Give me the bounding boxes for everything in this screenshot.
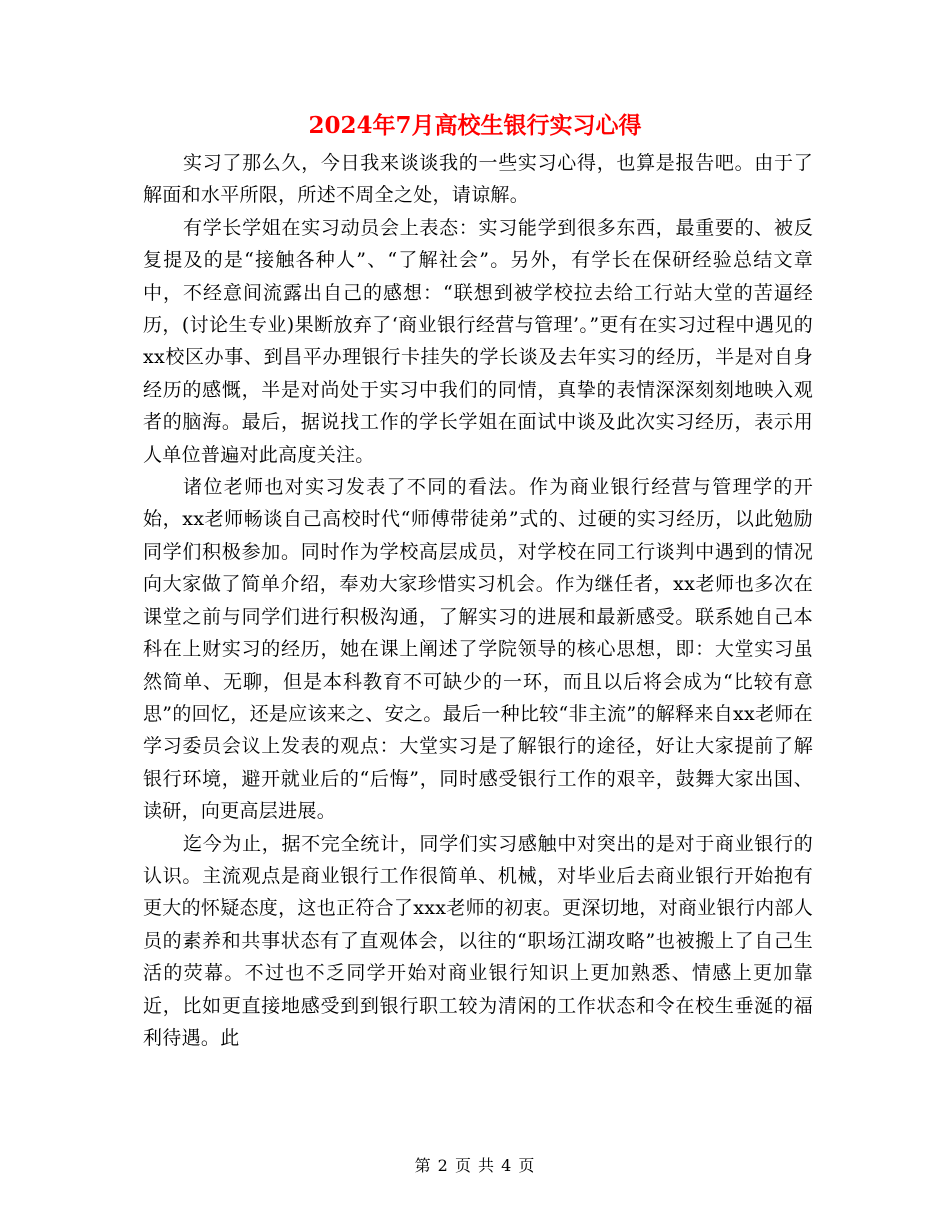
paragraph-2: 有学长学姐在实习动员会上表态：实习能学到很多东西，最重要的、被反复提及的是“接触各种人”、“了解社会”。另外，有学长在保研经验总结文章中，不经意间流露出自己的感想：“联想到被学校拉去给工行站大堂的苦逼经历，(讨论生专业)果断放弃了‘商业银行经营与管理’。”更有在实习过程中遇见的xx校区办事、到昌平办理银行卡挂失的学长谈及去年实习的经历，半是对自身经历的感慨，半是对尚处于实习中我们的同情，真挚的表情深深刻刻地映入观者的脑海。最后，据说找工作的学长学姐在面试中谈及此次实习经历，表示用人单位普遍对此高度关注。 (143, 216, 813, 466)
paragraph-4: 迄今为止，据不完全统计，同学们实习感触中对突出的是对于商业银行的认识。主流观点是商业银行工作很简单、机械，对毕业后去商业银行开始抱有更大的怀疑态度，这也正符合了xxx老师的初衷。更深切地，对商业银行内部人员的素养和共事状态有了直观体会，以往的“职场江湖攻略”也被搬上了自己生活的荧幕。不过也不乏同学开始对商业银行知识上更加熟悉、情感上更加靠近，比如更直接地感受到到银行职工较为清闲的工作状态和令在校生垂涎的福利待遇。此 (143, 832, 813, 1049)
paragraph-1: 实习了那么久，今日我来谈谈我的一些实习心得，也算是报告吧。由于了解面和水平所限，所述不周全之处，请谅解。 (143, 152, 813, 207)
document-title: 2024年7月高校生银行实习心得 (308, 112, 642, 139)
paragraph-3: 诸位老师也对实习发表了不同的看法。作为商业银行经营与管理学的开始，xx老师畅谈自己高校时代“师傅带徒弟”式的、过硬的实习经历，以此勉励同学们积极参加。同时作为学校高层成员，对学校在同工行谈判中遇到的情况向大家做了简单介绍，奉劝大家珍惜实习机会。作为继任者，xx老师也多次在课堂之前与同学们进行积极沟通，了解实习的进展和最新感受。联系她自己本科在上财实习的经历，她在课上阐述了学院领导的核心思想，即：大堂实习虽然简单、无聊，但是本科教育不可缺少的一环，而且以后将会成为“比较有意思”的回忆，还是应该来之、安之。最后一种比较“非主流”的解释来自xx老师在学习委员会议上发表的观点：大堂实习是了解银行的途径，好让大家提前了解银行环境，避开就业后的“后悔”，同时感受银行工作的艰辛，鼓舞大家出国、读研，向更高层进展。 (143, 476, 813, 823)
page-number-footer: 第 2 页 共 4 页 (414, 1156, 536, 1175)
document-body (143, 147, 813, 1054)
